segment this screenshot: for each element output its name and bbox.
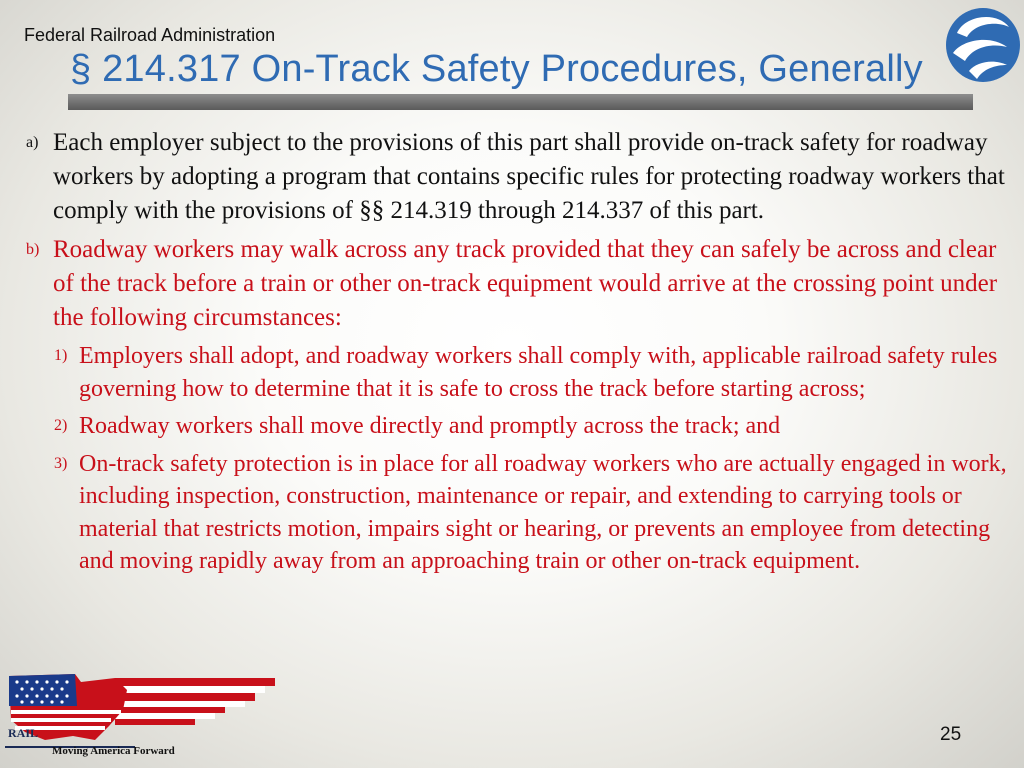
footer-tagline: Moving America Forward [52,745,175,757]
sub-list-item-text: Roadway workers shall move directly and promptly across the track; and [79,413,781,439]
slide-body [24,126,1014,583]
organization-name: Federal Railroad Administration [24,25,276,45]
list-marker: b) [26,241,40,258]
sub-list-marker: 1) [54,347,68,364]
sub-list-item-text: Employers shall adopt, and roadway workers shall comply with, applicable railroad safety rules governing how to determine that it is safe to cross the track before starting across; [79,343,998,402]
sub-list-item-2 [24,410,1014,443]
sub-list-marker: 3) [54,454,68,472]
sub-list-marker: 2) [54,417,68,434]
slide-title: § 214.317 On-Track Safety Procedures, Generally [70,48,923,90]
list-item-text: Roadway workers may walk across any track provided that they can safely be across and clear of the track before a train or other on-track equipment would arrive at the crossing point under the following circumstances: [53,236,998,331]
dot-logo-icon [945,5,1021,91]
page-number: 25 [940,724,962,745]
list-item-text: Each employer subject to the provisions of this part shall provide on-track safety for roadway workers by adopting a program that contains specific rules for protecting roadway workers that comply with the provisions of §§ 214.319 through 214.337 of this part. [53,129,1005,224]
sub-list-item-1 [24,340,1014,405]
title-underline-bar [68,94,973,110]
list-item-b [24,233,1014,335]
sub-list-item-3 [24,448,1014,578]
list-marker: a) [26,134,39,151]
rail-label: RAIL [8,726,39,740]
list-item-a [24,126,1014,228]
sub-list-item-text: On-track safety protection is in place for all roadway workers who are actually engaged in work, including inspection, construction, maintenance or repair, and extending to carrying tools or material that restricts motion, impairs sight or hearing, or prevents an employee from detecting and moving rapidly away from an approaching train or other on-track equipment. [79,450,1007,574]
